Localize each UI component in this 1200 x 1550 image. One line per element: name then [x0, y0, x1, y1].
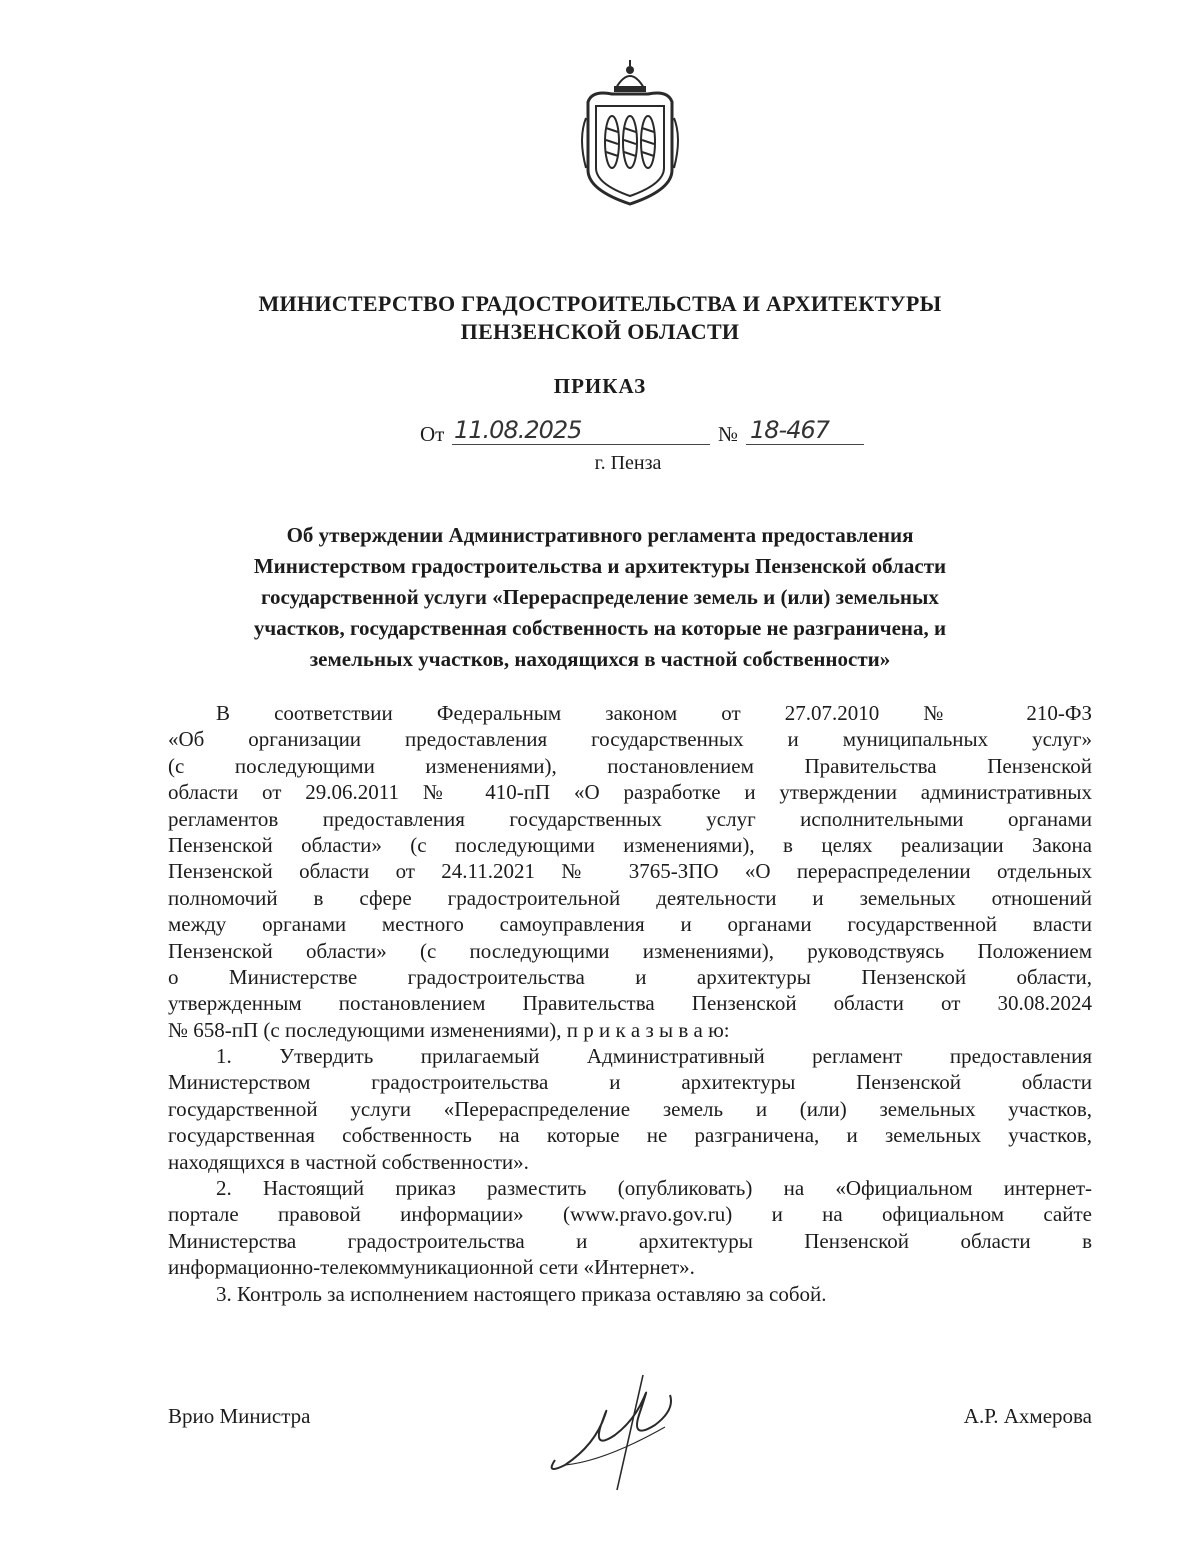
body-line: утвержденным постановлением Правительства Пензенской области от 30.08.2024 — [168, 991, 1092, 1016]
city: г. Пенза — [594, 452, 662, 474]
body-line: Министерства градостроительства и архитектуры Пензенской области в — [168, 1228, 1092, 1253]
heading-line: Министерством градостроительства и архитектуры Пензенской области — [253, 554, 947, 578]
signature-block — [168, 1404, 1092, 1444]
body-line: Пензенской области» (с последующими изменениями), руководствуясь Положением — [168, 938, 1092, 963]
signatory-position: Врио Министра — [168, 1404, 311, 1428]
number-underline — [746, 444, 864, 445]
body-line: регламентов предоставления государственных услуг исполнительными органами — [168, 806, 1092, 831]
heading-line: государственной услуги «Перераспределение земель и (или) земельных — [261, 585, 939, 609]
ministry-name-line2: ПЕНЗЕНСКОЙ ОБЛАСТИ — [460, 319, 740, 344]
number-label: № — [718, 422, 739, 446]
body-line: государственная собственность на которые не разграничена, и земельных участков, — [168, 1123, 1092, 1148]
heading-line: участков, государственная собственность на которые не разграничена, и — [253, 616, 947, 640]
body-line: 2. Настоящий приказ разместить (опубликовать) на «Официальном интернет- — [216, 1176, 1092, 1201]
body-line: находящихся в частной собственности». — [168, 1149, 529, 1174]
body-line: Пензенской области от 24.11.2021 № 3765-ЗПО «О перераспределении отдельных — [168, 859, 1092, 884]
order-date-number-line — [420, 416, 880, 450]
body-line: Министерством градостроительства и архитектуры Пензенской области — [168, 1070, 1092, 1095]
body-line: между органами местного самоуправления и органами государственной власти — [168, 912, 1092, 937]
body-line: области от 29.06.2011 № 410-пП «О разработке и утверждении административных — [168, 780, 1092, 805]
order-body — [168, 700, 1092, 1307]
body-line: информационно-телекоммуникационной сети «Интернет». — [168, 1255, 695, 1280]
heading-line: земельных участков, находящихся в частной собственности» — [309, 647, 891, 671]
date-underline — [452, 444, 710, 445]
order-number-handwritten: 18-467 — [750, 416, 830, 444]
body-line: (с последующими изменениями), постановлением Правительства Пензенской — [168, 753, 1092, 778]
body-line: 1. Утвердить прилагаемый Административный регламент предоставления — [216, 1044, 1092, 1069]
body-line: о Министерстве градостроительства и архитектуры Пензенской области, — [168, 964, 1092, 989]
coat-of-arms-icon — [572, 58, 688, 208]
heading-line: Об утверждении Административного регламента предоставления — [286, 523, 914, 547]
order-heading — [160, 520, 1040, 675]
ministry-name-line1: МИНИСТЕРСТВО ГРАДОСТРОИТЕЛЬСТВА И АРХИТЕКТУРЫ — [258, 291, 942, 316]
order-title: ПРИКАЗ — [553, 374, 647, 398]
order-date-handwritten: 11.08.2025 — [454, 416, 582, 444]
signatory-name: А.Р. Ахмерова — [963, 1404, 1092, 1428]
body-line: В соответствии Федеральным законом от 27.07.2010 № 210-ФЗ — [216, 701, 1092, 725]
body-line: «Об организации предоставления государственных и муниципальных услуг» — [168, 727, 1092, 752]
from-label: От — [420, 422, 445, 446]
body-line: государственной услуги «Перераспределение земель и (или) земельных участков, — [168, 1096, 1092, 1121]
body-line: портале правовой информации» (www.pravo.gov.ru) и на официальном сайте — [168, 1202, 1092, 1227]
body-line: Пензенской области» (с последующими изменениями), в целях реализации Закона — [168, 832, 1092, 857]
body-line: № 658-пП (с последующими изменениями), п р и к а з ы в а ю: — [168, 1017, 730, 1042]
body-line: полномочий в сфере градостроительной деятельности и земельных отношений — [168, 885, 1092, 910]
body-line: 3. Контроль за исполнением настоящего приказа оставляю за собой. — [216, 1281, 827, 1306]
